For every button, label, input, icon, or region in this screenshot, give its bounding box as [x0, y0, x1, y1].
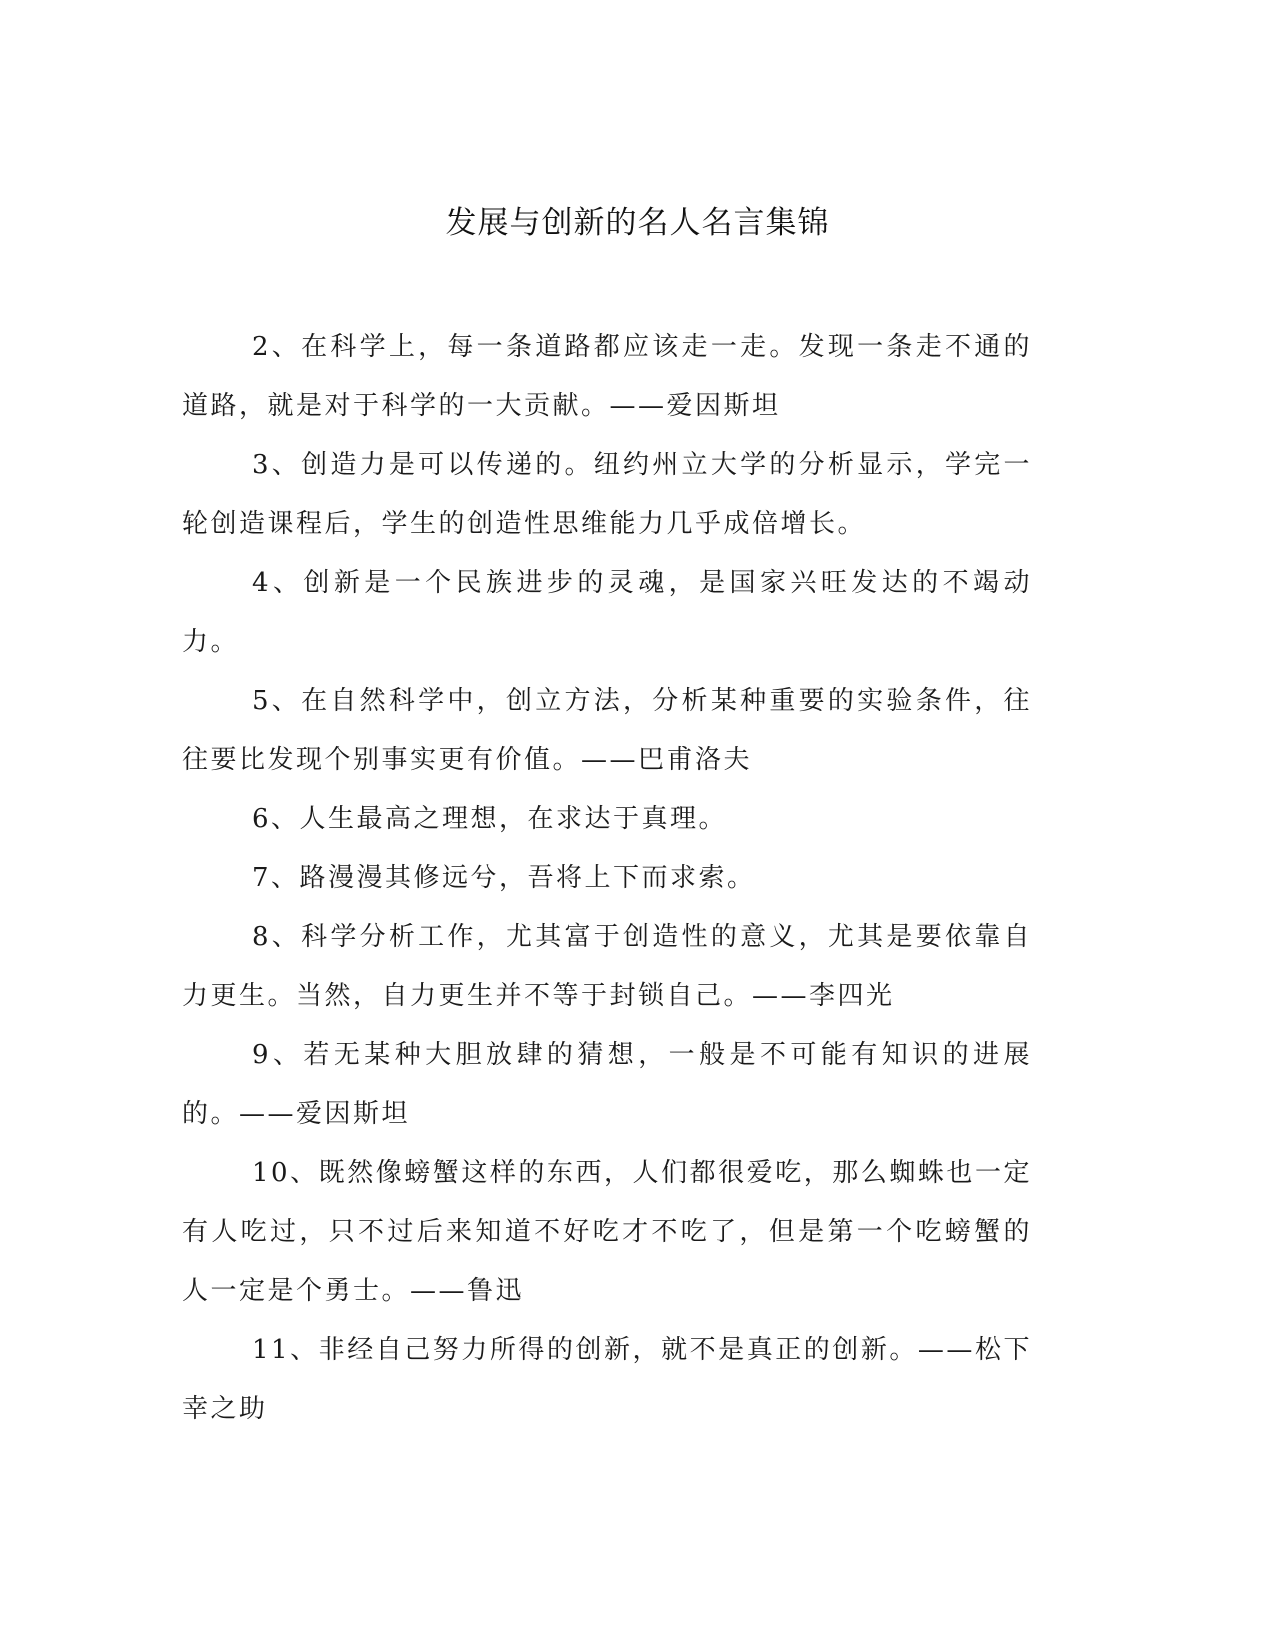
- document-body: [182, 318, 1032, 1439]
- quote-paragraph: 10、既然像螃蟹这样的东西，人们都很爱吃，那么蜘蛛也一定有人吃过，只不过后来知道不好吃才不吃了，但是第一个吃螃蟹的人一定是个勇士。——鲁迅: [182, 1158, 1032, 1306]
- quote-paragraph: 3、创造力是可以传递的。纽约州立大学的分析显示，学完一轮创造课程后，学生的创造性思维能力几乎成倍增长。: [182, 450, 1032, 539]
- quote-paragraph: 11、非经自己努力所得的创新，就不是真正的创新。——松下幸之助: [182, 1335, 1032, 1424]
- quote-paragraph: 9、若无某种大胆放肆的猜想，一般是不可能有知识的进展的。——爱因斯坦: [182, 1040, 1032, 1129]
- quote-paragraph: 2、在科学上，每一条道路都应该走一走。发现一条走不通的道路，就是对于科学的一大贡献。——爱因斯坦: [182, 332, 1032, 421]
- document-title: 发展与创新的名人名言集锦: [445, 205, 830, 241]
- quote-paragraph: 5、在自然科学中，创立方法，分析某种重要的实验条件，往往要比发现个别事实更有价值。——巴甫洛夫: [182, 686, 1032, 775]
- quote-paragraph: 7、路漫漫其修远兮，吾将上下而求索。: [252, 863, 756, 893]
- quote-paragraph: 4、创新是一个民族进步的灵魂，是国家兴旺发达的不竭动力。: [182, 568, 1032, 657]
- quote-paragraph: 6、人生最高之理想，在求达于真理。: [252, 804, 728, 834]
- quote-paragraph: 8、科学分析工作，尤其富于创造性的意义，尤其是要依靠自力更生。当然，自力更生并不等于封锁自己。——李四光: [182, 922, 1032, 1011]
